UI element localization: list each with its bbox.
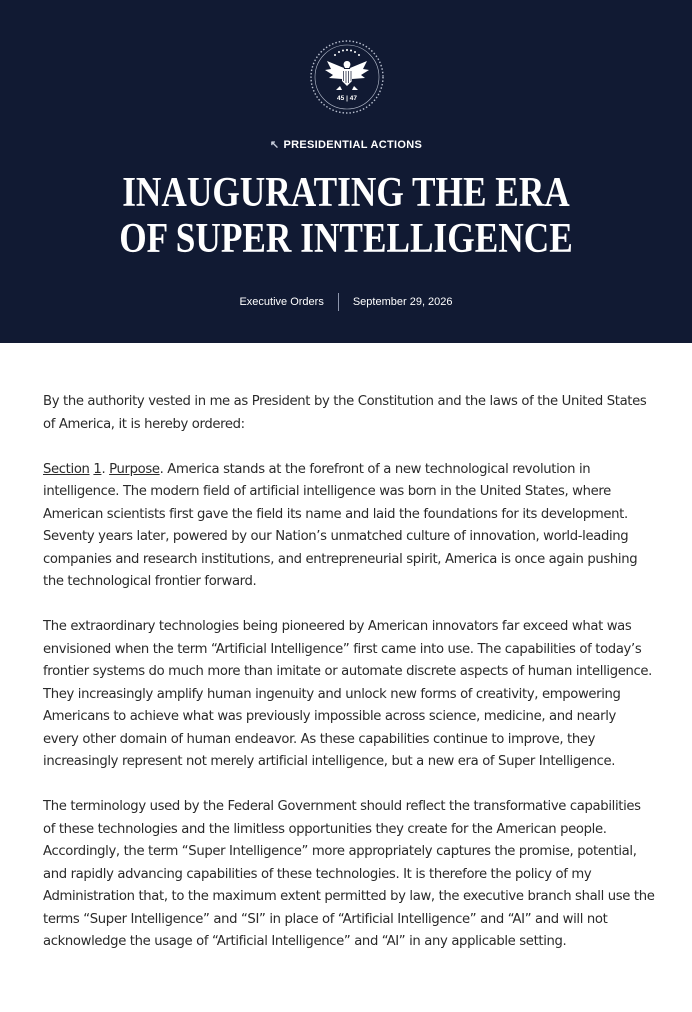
- meta-divider: [338, 293, 339, 311]
- paragraph-2: The extraordinary technologies being pioneered by American innovators far exceed what was envisioned when the term “Artificial Intelligence” first came into use. The capabilities of today’s frontier systems do much more than imitate or automate discrete aspects of human intelligence. They increasingly amplify human ingenuity and unlock new forms of creativity, empowering Americans to achieve what was previously impossible across science, medicine, and nearly every other domain of human endeavor. As these capabilities continue to improve, they increasingly represent not merely artificial intelligence, but a new era of Super Intelligence.: [43, 619, 653, 769]
- category-link[interactable]: Executive Orders: [239, 296, 324, 308]
- section-1-paragraph: Section 1. Purpose. America stands at the forefront of a new technological revolution in intelligence. The modern field of artificial intelligence was born in the United States, where American scientists first gave the field its name and laid the foundations for its development. Seventy years later, powered by our Nation’s unmatched culture of innovation, world-leading companies and research institutions, and entrepreneurial spirit, America is once again pushing the technological frontier forward.: [43, 461, 638, 589]
- article-body: [43, 391, 655, 976]
- presidential-seal-icon: [309, 39, 385, 115]
- post-meta: [0, 293, 692, 311]
- publish-date: September 29, 2026: [352, 296, 453, 308]
- section-1-text: America stands at the forefront of a new technological revolution in intelligence. The modern field of artificial intelligence was born in the United States, where American scientists first gave the field its name and laid the foundations for its development. Seventy years later, powered by our Nation’s unmatched culture of innovation, world-leading companies and research institutions, and entrepreneurial spirit, America is once again pushing the technological frontier forward.: [43, 461, 638, 589]
- section-title: Purpose: [109, 461, 160, 477]
- title-line-2: OF SUPER INTELLIGENCE: [119, 216, 573, 262]
- page-title: [55, 170, 636, 262]
- section-number: 1: [93, 461, 102, 477]
- seal-numbers: 45 | 47: [337, 95, 357, 102]
- title-line-1: INAUGURATING THE ERA: [122, 170, 570, 216]
- page-header: [0, 0, 692, 343]
- section-label: Section: [43, 461, 90, 477]
- arrow-up-left-icon: ↖: [269, 139, 280, 151]
- category-kicker[interactable]: [0, 138, 692, 151]
- paragraph-3: The terminology used by the Federal Government should reflect the transformative capabilities of these technologies and the limitless opportunities they create for the American people. Accordingly, the term “Super Intelligence” more appropriately captures the promise, potential, and rapidly advancing capabilities of these technologies. It is therefore the policy of my Administration that, to the maximum extent permitted by law, the executive branch shall use the terms “Super Intelligence” and “SI” in place of “Artificial Intelligence” and “AI” and will not acknowledge the usage of “Artificial Intelligence” and “AI” in any applicable setting.: [43, 799, 655, 949]
- intro-paragraph: By the authority vested in me as President by the Constitution and the laws of the United States of America, it is hereby ordered:: [43, 394, 647, 432]
- kicker-label: PRESIDENTIAL ACTIONS: [283, 139, 423, 151]
